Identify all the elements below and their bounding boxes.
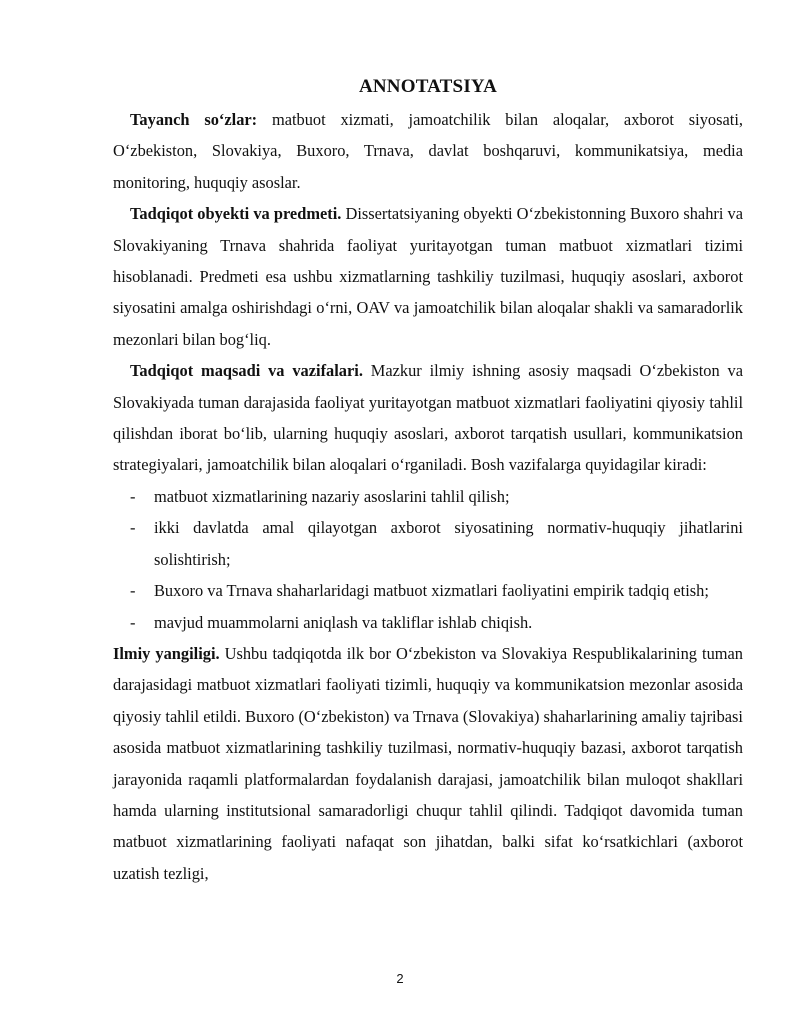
goals-tasks-text: Mazkur ilmiy ishning asosiy maqsadi O‘zbekiston va Slovakiyada tuman darajasida faoliyat yuritayotgan matbuot xizmatlari faoliyatini qiyosiy tahlil qilishdan iborat bo‘lib, ularning huquqiy asoslari, axborot tarqatish usullari, kommunikatsion strategiyalari, jamoatchilik bilan aloqalari o‘rganiladi. Bosh vazifalarga quyidagilar kiradi: bbox=[113, 361, 743, 475]
list-item bbox=[113, 512, 743, 575]
list-item-text: ikki davlatda amal qilayotgan axborot siyosatining normativ-huquqiy jihatlarini solishtirish; bbox=[154, 518, 743, 569]
list-marker: - bbox=[130, 581, 136, 601]
list-marker: - bbox=[130, 612, 136, 632]
list-marker: - bbox=[130, 486, 136, 506]
document-page bbox=[113, 72, 743, 889]
list-item bbox=[113, 575, 743, 606]
tasks-list bbox=[113, 481, 743, 638]
list-item bbox=[113, 481, 743, 512]
keywords-text: matbuot xizmati, jamoatchilik bilan aloqalar, axborot siyosati, O‘zbekiston, Slovakiya, Buxoro, Trnava, davlat boshqaruvi, kommunikatsiya, media monitoring, huquqiy asoslar. bbox=[113, 110, 743, 192]
keywords-heading: Tayanch so‘zlar: bbox=[130, 110, 258, 129]
page-title: ANNOTATSIYA bbox=[358, 76, 498, 97]
goals-tasks-heading: Tadqiqot maqsadi va vazifalari. bbox=[130, 361, 363, 381]
object-subject-text: Dissertatsiyaning obyekti O‘zbekistonning Buxoro shahri va Slovakiyaning Trnava shahrida faoliyat yuritayotgan tuman matbuot xizmatlari tizimi hisoblanadi. Predmeti esa ushbu xizmatlarning tashkiliy tuzilmasi, huquqiy asoslari, axborot siyosatini amalga oshirishdagi o‘rni, OAV va jamoatchilik bilan aloqalar shakli va samaradorlik mezonlari bilan bog‘liq. bbox=[113, 204, 743, 349]
list-marker: - bbox=[130, 518, 136, 538]
novelty-paragraph bbox=[113, 638, 743, 889]
object-subject-heading: Tadqiqot obyekti va predmeti. bbox=[130, 204, 342, 224]
list-item-text: Buxoro va Trnava shaharlaridagi matbuot xizmatlari faoliyatini empirik tadqiq etish; bbox=[154, 581, 709, 601]
keywords-paragraph bbox=[113, 104, 743, 198]
list-item-text: matbuot xizmatlarining nazariy asoslarini tahlil qilish; bbox=[154, 486, 510, 506]
novelty-text: Ushbu tadqiqotda ilk bor O‘zbekiston va Slovakiya Respublikalarining tuman darajasidagi matbuot xizmatlari faoliyati tizimli, huquqiy va kommunikatsion mezonlar asosida qiyosiy tahlil etildi. Buxoro (O‘zbekiston) va Trnava (Slovakiya) shaharlarining amaliy tajribasi asosida matbuot xizmatlarining tashkiliy tuzilmasi, normativ-huquqiy bazasi, axborot tarqatish jarayonida raqamli platformalardan foydalanish darajasi, jamoatchilik bilan muloqot shakllari hamda ularning institutsional samaradorligi chuqur tahlil qilindi. Tadqiqot davomida tuman matbuot xizmatlarining faoliyati nafaqat son jihatdan, balki sifat ko‘rsatkichlari (axborot uzatish tezligi, bbox=[113, 643, 743, 883]
goals-tasks-paragraph bbox=[113, 355, 743, 481]
list-item bbox=[113, 607, 743, 638]
page-number: 2 bbox=[396, 971, 404, 986]
list-item-text: mavjud muammolarni aniqlash va takliflar ishlab chiqish. bbox=[154, 612, 533, 632]
object-subject-paragraph bbox=[113, 198, 743, 355]
novelty-heading: Ilmiy yangiligi. bbox=[113, 643, 220, 663]
